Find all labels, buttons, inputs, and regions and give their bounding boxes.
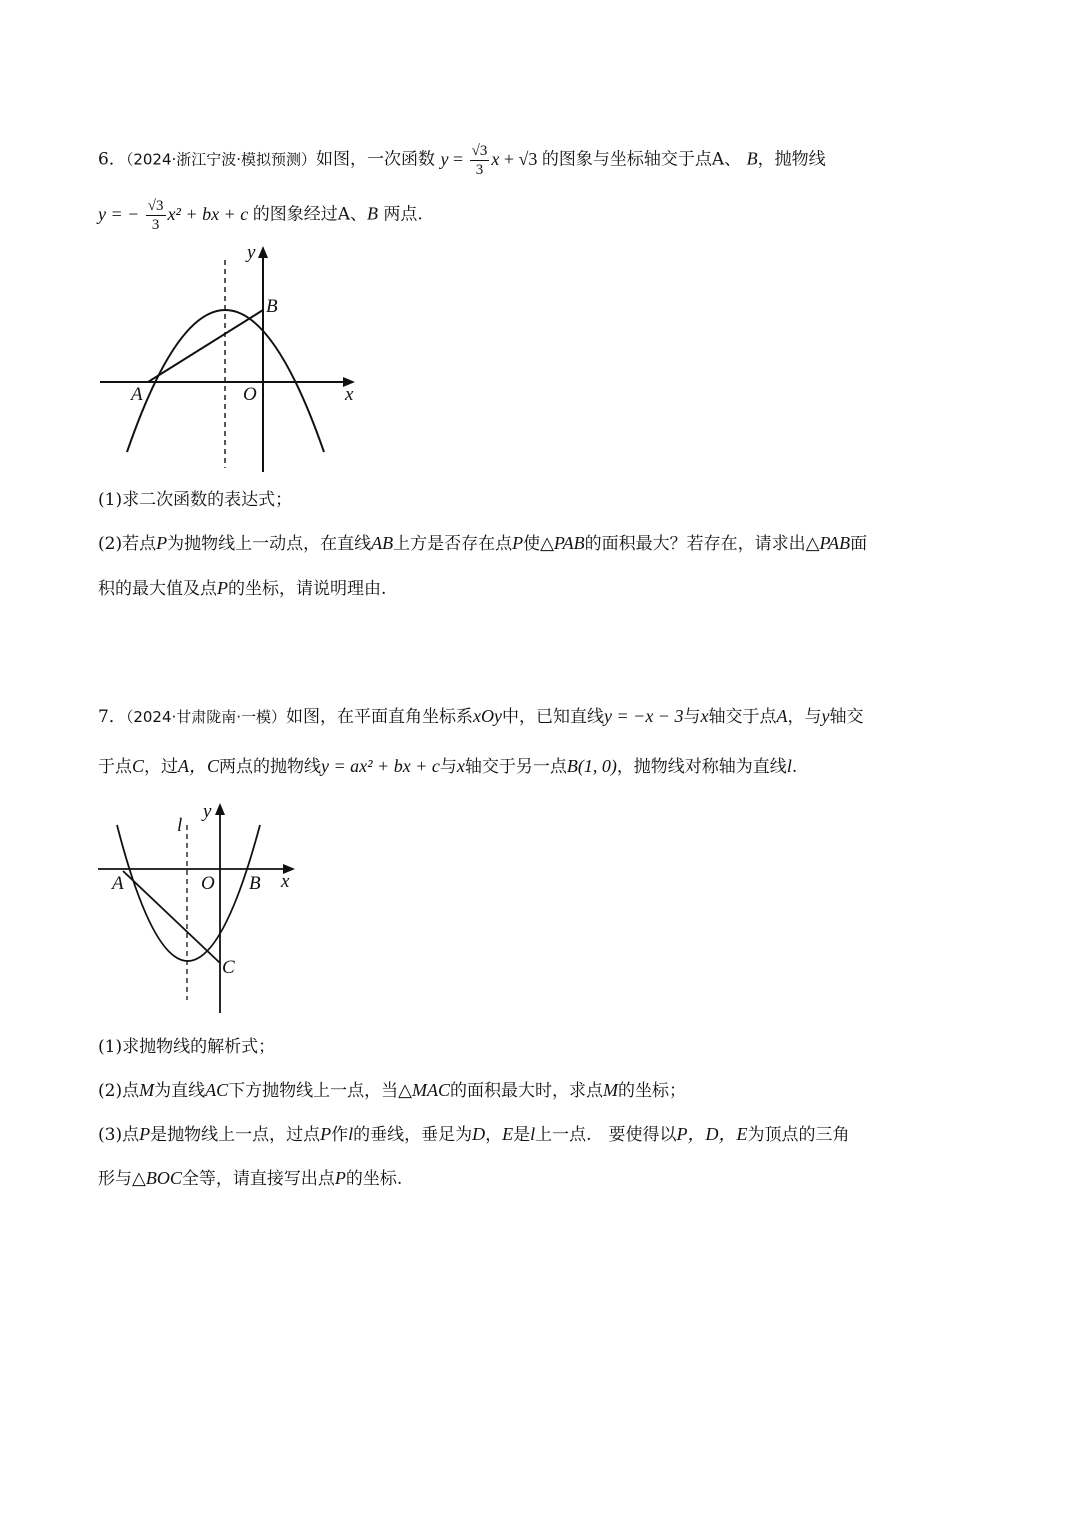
q6-text: 的图象与坐标轴交于点A、 [541,149,742,170]
q6-sub-2: (2)若点P为抛物线上一动点，在直线AB上方是否存在点P使△PAB的面积最大？若存在，请求出△PAB面 [98,533,868,554]
q6-parabola: y = − $\frac{√3}{3}$ x² + bx + c [98,198,249,233]
q6-line-2 [98,197,423,234]
q6-sub-2-cont: 积的最大值及点P的坐标，请说明理由. [98,578,387,599]
q7-parabola-curve [117,825,260,961]
q6-y-arrow [258,246,268,258]
q6-figure [95,240,365,475]
q7-label-o: O [201,873,215,894]
q7-source: （2024·甘肃陇南·一模） [125,708,287,726]
q6-point-b: B [366,203,378,224]
q7-label-b: B [249,873,261,894]
q6-source: （2024·浙江宁波·模拟预测） [125,150,317,169]
q7-figure [95,795,310,1020]
q6-linear-function: y = $\frac{√3}{3}$ x + √3 [440,143,538,178]
q6-text: 如图，一次函数 [316,149,436,170]
q6-text: 的图象经过A、 [252,204,367,225]
q6-text: 两点. [383,204,423,225]
q7-label-c: C [222,957,235,978]
q7-label-x: x [281,871,290,892]
q6-label-y: y [247,242,256,263]
q7-triangle-mac: △MAC [398,1080,450,1100]
q6-label-a: A [131,384,143,405]
q6-label-o: O [243,384,257,405]
q7-label-l: l [177,815,183,836]
q7-line-1: 7．（2024·甘肃陇南·一模）如图，在平面直角坐标系xOy中，已知直线y = −x − 3与x轴交于点A，与y轴交 [98,706,864,727]
q6-label-b: B [266,296,278,317]
q7-y-arrow [215,803,225,815]
q6-label-x: x [345,384,354,405]
q6-triangle-pab: △PAB [540,533,585,553]
q7-number: 7． [98,707,126,727]
q6-number: 6． [98,149,126,170]
q7-parabola-equation: y = ax² + bx + c [321,756,440,776]
q7-point-b: B(1, 0) [566,756,617,776]
q6-sub-1: (1)求二次函数的表达式； [98,490,293,510]
q7-sub-2: (2)点M为直线AC下方抛物线上一点，当△MAC的面积最大时，求点M的坐标； [98,1080,686,1101]
q7-triangle-boc: △BOC [132,1168,182,1188]
q7-label-a: A [112,873,124,894]
q7-label-y: y [203,801,212,822]
q6-point-b: B [746,148,758,169]
q6-segment-ab [148,310,263,382]
q7-sub-3: (3)点P是抛物线上一点，过点P作l的垂线，垂足为D，E是l上一点. 要使得以P，D，E为顶点的三角 [98,1124,850,1145]
q6-triangle-pab: △PAB [805,533,851,553]
q7-line-equation: y = −x − 3 [604,706,684,726]
q7-sub-3-cont: 形与△BOC全等，请直接写出点P的坐标. [98,1168,403,1189]
q7-sub-1: (1)求抛物线的解析式； [98,1037,276,1057]
q6-line-1 [98,142,826,179]
q6-text: ，抛物线 [757,149,826,170]
q7-line-2: 于点C，过A，C两点的抛物线y = ax² + bx + c与x轴交于另一点B(1, 0)，抛物线对称轴为直线l. [98,756,798,777]
